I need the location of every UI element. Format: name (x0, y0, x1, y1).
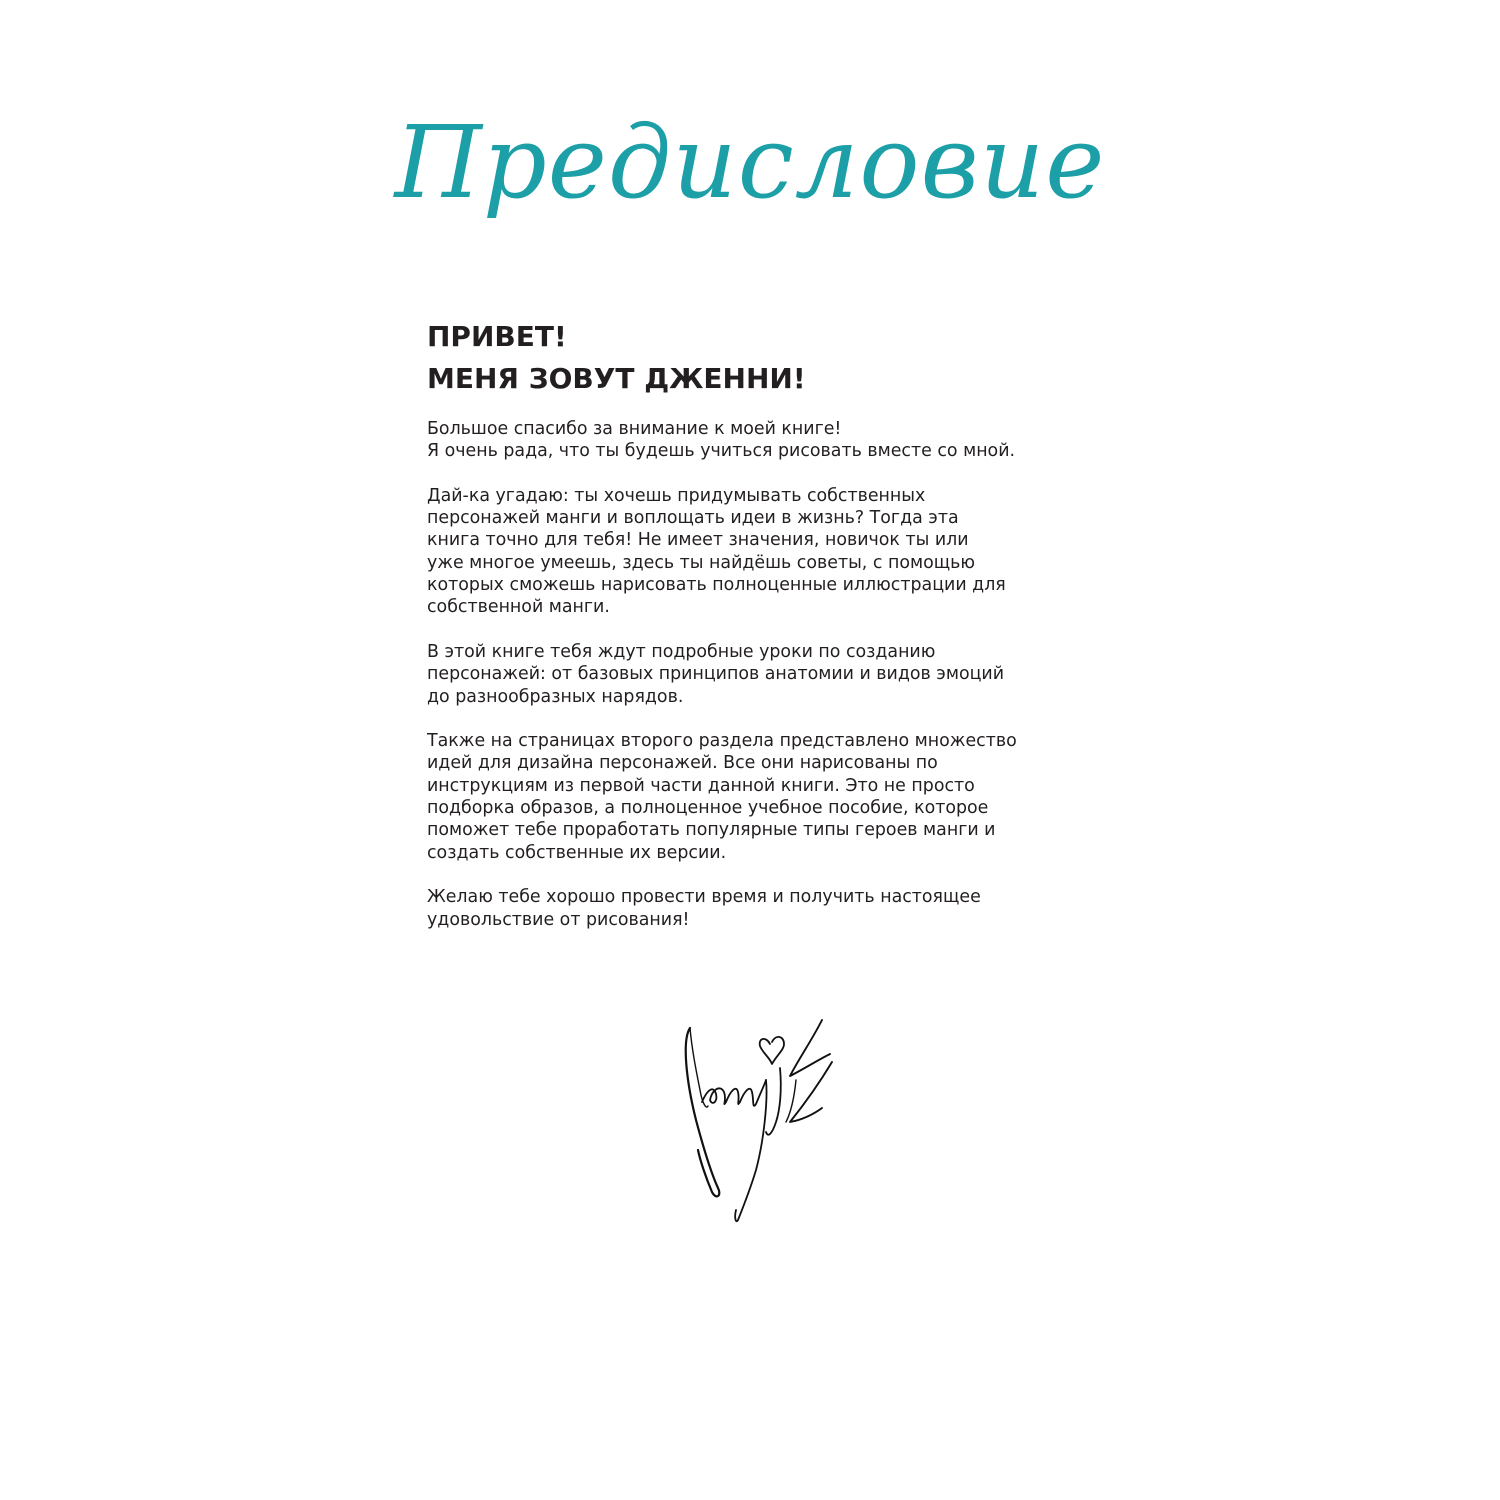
greeting-line-1: ПРИВЕТ! (427, 320, 567, 353)
paragraph-3 (427, 641, 1087, 708)
paragraph-4 (427, 730, 1087, 864)
body-text (427, 418, 1087, 953)
text-line: уже многое умеешь, здесь ты найдёшь советы, с помощью (427, 552, 975, 573)
paragraph-5 (427, 886, 1087, 931)
text-line: идей для дизайна персонажей. Все они нарисованы по (427, 753, 938, 774)
text-line: Большое спасибо за внимание к моей книге! (427, 419, 842, 439)
text-line: персонажей: от базовых принципов анатомии и видов эмоций (427, 664, 1005, 685)
greeting-line-2: МЕНЯ ЗОВУТ ДЖЕННИ! (427, 362, 806, 395)
text-line: инструкциям из первой части данной книги. Это не просто (427, 775, 975, 796)
text-line: Желаю тебе хорошо провести время и получить настоящее (427, 887, 981, 908)
text-line: Дай-ка угадаю: ты хочешь придумывать собственных (427, 485, 926, 506)
paragraph-1 (427, 418, 1087, 463)
text-line: создать собственные их версии. (427, 842, 727, 863)
text-line: подборка образов, а полноценное учебное пособие, которое (427, 798, 989, 819)
page-title: Предисловие (394, 104, 1106, 221)
greeting-heading (427, 316, 1127, 400)
text-line: удовольствие от рисования! (427, 909, 690, 930)
handwritten-signature-icon (672, 1010, 852, 1230)
text-line: Также на страницах второго раздела представлено множество (427, 731, 1017, 752)
text-line: В этой книге тебя ждут подробные уроки по созданию (427, 641, 936, 662)
paragraph-2 (427, 485, 1087, 619)
text-line: до разнообразных нарядов. (427, 686, 684, 707)
text-line: книга точно для тебя! Не имеет значения, новичок ты или (427, 530, 969, 551)
text-line: собственной манги. (427, 597, 610, 618)
text-line: Я очень рада, что ты будешь учиться рисовать вместе со мной. (427, 441, 1016, 462)
text-line: поможет тебе проработать популярные типы героев манги и (427, 820, 996, 841)
text-line: которых сможешь нарисовать полноценные иллюстрации для (427, 575, 1006, 596)
text-line: персонажей манги и воплощать идеи в жизнь? Тогда эта (427, 508, 959, 529)
